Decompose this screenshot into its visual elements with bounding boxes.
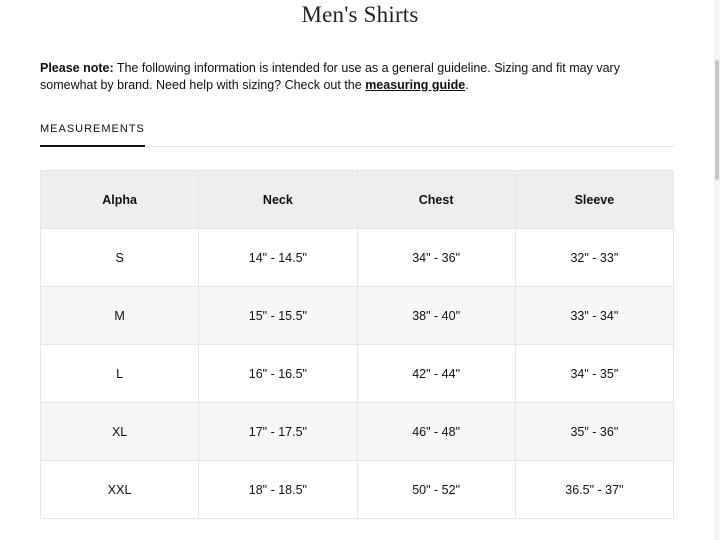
- table-row: [41, 345, 674, 403]
- cell-alpha: S: [41, 229, 199, 287]
- cell-chest: 38" - 40": [357, 287, 515, 345]
- note-text: The following information is intended for use as a general guideline. Sizing and fit may vary somewhat by brand. Need help with sizing? Check out the: [40, 61, 620, 92]
- table-row: [41, 403, 674, 461]
- cell-alpha: L: [41, 345, 199, 403]
- cell-sleeve: 35" - 36": [515, 403, 673, 461]
- tab-bar: [40, 121, 674, 147]
- cell-sleeve: 36.5" - 37": [515, 461, 673, 519]
- size-chart-table: [40, 170, 674, 519]
- note-end: .: [465, 78, 469, 92]
- column-header-alpha: Alpha: [41, 171, 199, 229]
- sizing-note: [40, 60, 680, 94]
- column-header-chest: Chest: [357, 171, 515, 229]
- scrollbar-thumb[interactable]: [715, 60, 719, 180]
- table-row: [41, 461, 674, 519]
- cell-neck: 18" - 18.5": [199, 461, 357, 519]
- page-title: Men's Shirts: [301, 2, 419, 27]
- table-row: [41, 229, 674, 287]
- note-label: Please note:: [40, 61, 114, 75]
- cell-sleeve: 34" - 35": [515, 345, 673, 403]
- cell-chest: 50" - 52": [357, 461, 515, 519]
- table-row: [41, 287, 674, 345]
- cell-neck: 17" - 17.5": [199, 403, 357, 461]
- cell-chest: 34" - 36": [357, 229, 515, 287]
- cell-chest: 42" - 44": [357, 345, 515, 403]
- table-header-row: [41, 171, 674, 229]
- cell-alpha: M: [41, 287, 199, 345]
- column-header-sleeve: Sleeve: [515, 171, 673, 229]
- cell-sleeve: 33" - 34": [515, 287, 673, 345]
- scrollbar[interactable]: [714, 0, 720, 540]
- tab-measurements[interactable]: MEASUREMENTS: [40, 121, 145, 147]
- cell-alpha: XXL: [41, 461, 199, 519]
- cell-sleeve: 32" - 33": [515, 229, 673, 287]
- measuring-guide-link[interactable]: measuring guide: [365, 78, 466, 92]
- column-header-neck: Neck: [199, 171, 357, 229]
- cell-alpha: XL: [41, 403, 199, 461]
- cell-chest: 46" - 48": [357, 403, 515, 461]
- cell-neck: 16" - 16.5": [199, 345, 357, 403]
- cell-neck: 15" - 15.5": [199, 287, 357, 345]
- cell-neck: 14" - 14.5": [199, 229, 357, 287]
